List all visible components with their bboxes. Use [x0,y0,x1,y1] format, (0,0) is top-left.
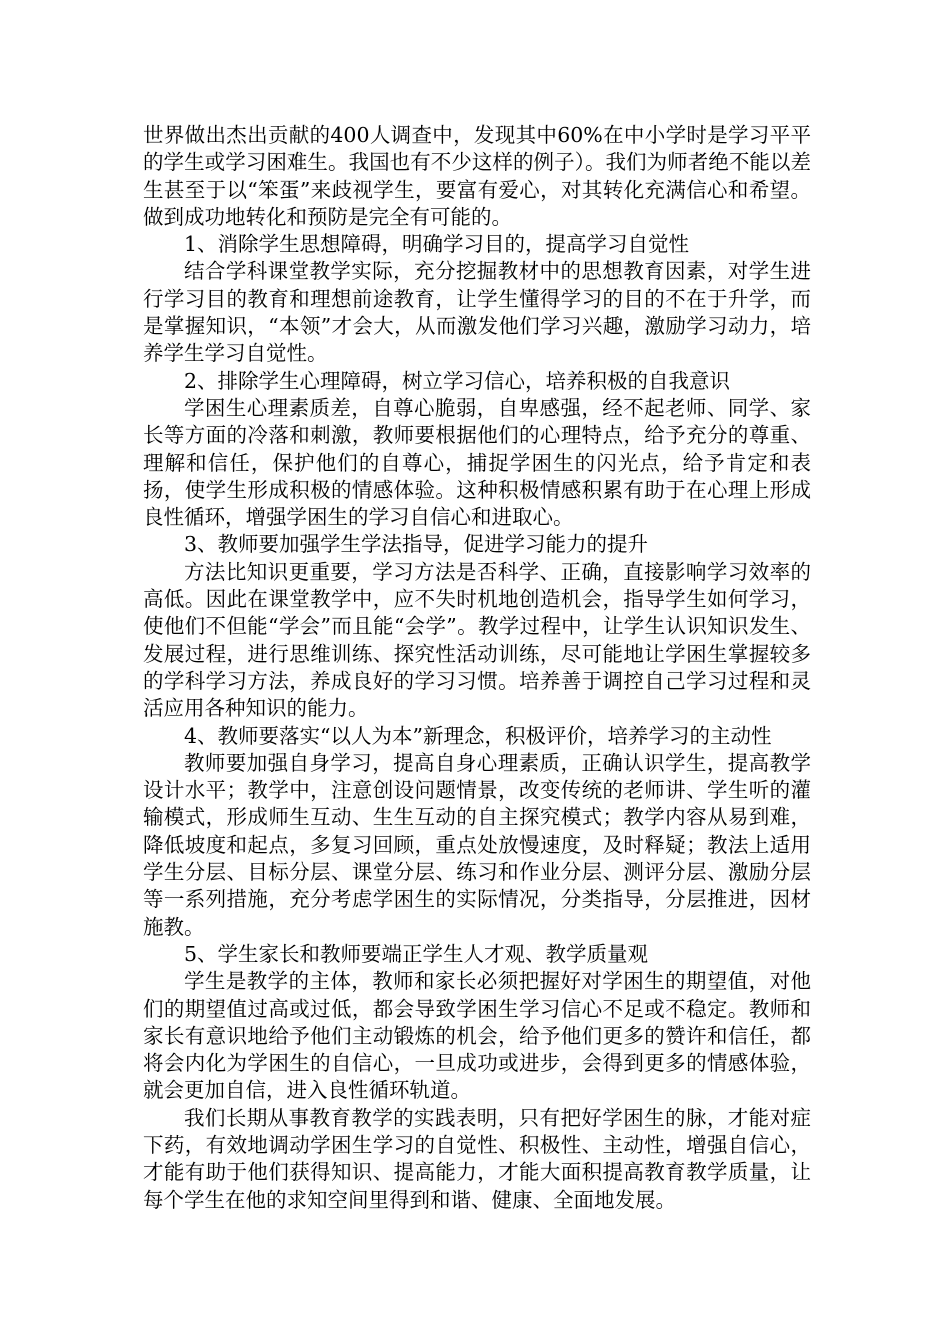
paragraph-section-3: 方法比知识更重要，学习方法是否科学、正确，直接影响学习效率的高低。因此在课堂教学中，应不失时机地创造机会，指导学生如何学习，使他们不但能“学会”而且能“会学”。教学过程中，让学生认识知识发生、发展过程，进行思维训练、探究性活动训练，尽可能地让学困生掌握较多的学科学习方法，养成良好的学习习惯。培养善于调控自己学习过程和灵活应用各种知识的能力。 [143,559,811,721]
section-heading-4: 4、教师要落实“以人为本”新理念，积极评价，培养学习的主动性 [184,723,772,748]
section-heading-5: 5、学生家长和教师要端正学生人才观、教学质量观 [184,941,649,966]
paragraph-conclusion: 我们长期从事教育教学的实践表明，只有把好学困生的脉，才能对症下药，有效地调动学困生学习的自觉性、积极性、主动性，增强自信心，才能有助于他们获得知识、提高能力，才能大面积提高教育教学质量，让每个学生在他的求知空间里得到和谐、健康、全面地发展。 [143,1105,811,1212]
paragraph-section-2: 学困生心理素质差，自尊心脆弱，自卑感强，经不起老师、同学、家长等方面的冷落和刺激，教师要根据他们的心理特点，给予充分的尊重、理解和信任，保护他们的自尊心，捕捉学困生的闪光点，给予肯定和表扬，使学生形成积极的情感体验。这种积极情感积累有助于在心理上形成良性循环，增强学困生的学习自信心和进取心。 [143,395,811,530]
paragraph-section-4: 教师要加强自身学习，提高自身心理素质，正确认识学生，提高教学设计水平；教学中，注意创设问题情景，改变传统的老师讲、学生听的灌输模式，形成师生互动、生生互动的自主探究模式；教学内容从易到难，降低坡度和起点，多复习回顾，重点处放慢速度，及时释疑；教法上适用学生分层、目标分层、课堂分层、练习和作业分层、测评分层、激励分层等一系列措施，充分考虑学困生的实际情况，分类指导，分层推进，因材施教。 [143,750,811,939]
section-heading-3: 3、教师要加强学生学法指导，促进学习能力的提升 [184,532,649,557]
paragraph-section-1: 结合学科课堂教学实际，充分挖掘教材中的思想教育因素，对学生进行学习目的教育和理想前途教育，让学生懂得学习的目的不在于升学，而是掌握知识，“本领”才会大，从而激发他们学习兴趣，激励学习动力，培养学生学习自觉性。 [143,259,811,366]
document-body [143,122,811,1214]
section-heading-2: 2、排除学生心理障碍，树立学习信心，培养积极的自我意识 [184,368,731,393]
paragraph-continuation: 世界做出杰出贡献的400人调查中，发现其中60%在中小学时是学习平平的学生或学习困难生。我国也有不少这样的例子）。我们为师者绝不能以差生甚至于以“笨蛋”来歧视学生，要富有爱心，对其转化充满信心和希望。做到成功地转化和预防是完全有可能的。 [143,123,811,229]
paragraph-section-5: 学生是教学的主体，教师和家长必须把握好对学困生的期望值，对他们的期望值过高或过低，都会导致学困生学习信心不足或不稳定。教师和家长有意识地给予他们主动锻炼的机会，给予他们更多的赞许和信任，都将会内化为学困生的自信心，一旦成功或进步，会得到更多的情感体验，就会更加自信，进入良性循环轨道。 [143,969,811,1103]
section-heading-1: 1、消除学生思想障碍，明确学习目的，提高学习自觉性 [184,232,690,257]
